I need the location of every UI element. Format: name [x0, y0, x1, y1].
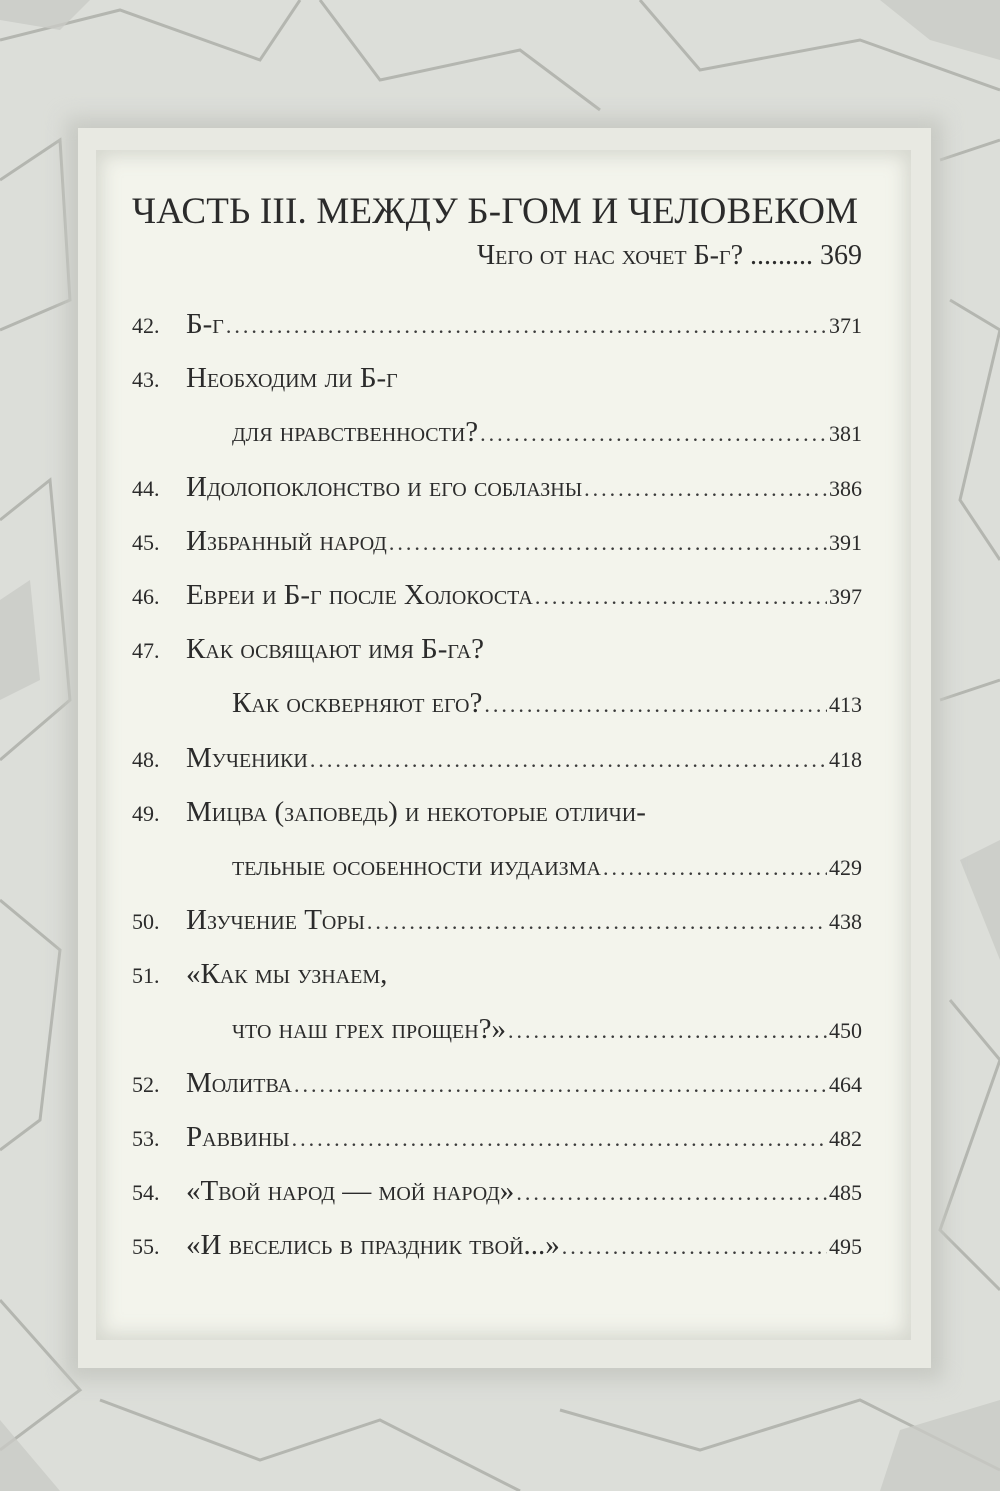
toc-entry: [132, 958, 862, 998]
chapter-title: Б-г: [186, 308, 224, 340]
dot-leader: [562, 1234, 827, 1260]
dot-leader: [484, 692, 827, 718]
toc-entry: [132, 742, 862, 782]
page-number: 397: [829, 584, 862, 609]
dot-leader: [226, 313, 827, 339]
toc-entry: [132, 416, 862, 456]
page-number: 464: [829, 1071, 862, 1097]
chapter-number: 52.: [132, 1071, 160, 1097]
page-number: 381: [829, 421, 862, 447]
chapter-title: что наш грех прощен?»: [232, 1012, 507, 1045]
chapter-title: Мученики: [186, 741, 308, 774]
toc-entry: [132, 1013, 862, 1053]
chapter-title: тельные особенности иудаизма: [232, 850, 601, 882]
chapter-number: 53.: [132, 1126, 160, 1151]
toc-entry: [132, 850, 862, 890]
chapter-title: Раввины: [186, 1121, 290, 1153]
page-number: 429: [829, 855, 862, 880]
chapter-number: 51.: [132, 963, 160, 989]
dot-leader: [603, 855, 827, 881]
toc-entry: [132, 1067, 862, 1107]
chapter-number: 42.: [132, 313, 160, 338]
dot-leader: [584, 476, 827, 502]
chapter-number: 43.: [132, 367, 160, 393]
chapter-title: «Твой народ — мой народ»: [186, 1175, 515, 1208]
chapter-title: Как оскверняют его?: [232, 687, 483, 720]
dot-leader: [516, 1180, 827, 1206]
chapter-title: Евреи и Б-г после Холокоста: [186, 579, 533, 611]
toc-entry: [132, 904, 862, 944]
part-title: ЧАСТЬ III. МЕЖДУ Б-ГОМ И ЧЕЛОВЕКОМ: [132, 191, 859, 232]
toc-entry: [132, 1121, 862, 1161]
toc-entry: [132, 471, 862, 511]
chapter-number: 48.: [132, 746, 160, 772]
page-number: 485: [829, 1180, 862, 1206]
dot-leader: [294, 1072, 827, 1098]
chapter-title: Мицва (заповедь) и некоторые отличи-: [186, 795, 646, 828]
page-number: 438: [829, 909, 862, 935]
dot-leader: [310, 747, 827, 773]
chapter-title: для нравственности?: [232, 416, 479, 449]
dot-leader: [535, 584, 827, 610]
page-number: 386: [829, 475, 862, 501]
chapter-title: Как освящают имя Б-га?: [186, 633, 485, 666]
chapter-number: 47.: [132, 638, 160, 664]
chapter-number: 54.: [132, 1180, 160, 1206]
page-number: 482: [829, 1126, 862, 1151]
page-number: 391: [829, 529, 862, 555]
chapter-number: 45.: [132, 529, 160, 555]
page-number: 495: [829, 1234, 862, 1260]
chapter-title: Необходим ли Б-г: [186, 362, 398, 395]
toc-entry: [132, 633, 862, 673]
chapter-title: Молитва: [186, 1066, 292, 1099]
page-number: 413: [829, 692, 862, 718]
part-subtitle: Чего от нас хочет Б-г? ......... 369: [476, 240, 862, 271]
chapter-title: Изучение Торы: [186, 904, 365, 937]
toc-entry: [132, 308, 862, 348]
dot-leader: [508, 1018, 827, 1044]
chapter-title: «Как мы узнаем,: [186, 958, 388, 991]
dot-leader: [389, 530, 827, 556]
toc-entry: [132, 687, 862, 727]
dot-leader: [480, 421, 827, 447]
chapter-title: Идолопоклонство и его соблазны: [186, 470, 583, 503]
toc-entry: [132, 796, 862, 836]
page-number: 450: [829, 1017, 862, 1043]
toc-entry: [132, 362, 862, 402]
chapter-number: 46.: [132, 584, 160, 609]
toc-entry: [132, 1229, 862, 1269]
chapter-number: 44.: [132, 475, 160, 501]
chapter-title: «И веселись в праздник твой...»: [186, 1229, 560, 1262]
chapter-number: 49.: [132, 800, 160, 826]
dot-leader: [367, 909, 827, 935]
toc-entry: [132, 525, 862, 565]
toc-entry: [132, 1175, 862, 1215]
toc-entry: [132, 579, 862, 619]
page-number: 418: [829, 746, 862, 772]
chapter-title: Избранный народ: [186, 524, 387, 557]
chapter-number: 50.: [132, 909, 160, 935]
page-number: 371: [829, 313, 862, 338]
dot-leader: [292, 1126, 827, 1152]
chapter-number: 55.: [132, 1234, 160, 1260]
